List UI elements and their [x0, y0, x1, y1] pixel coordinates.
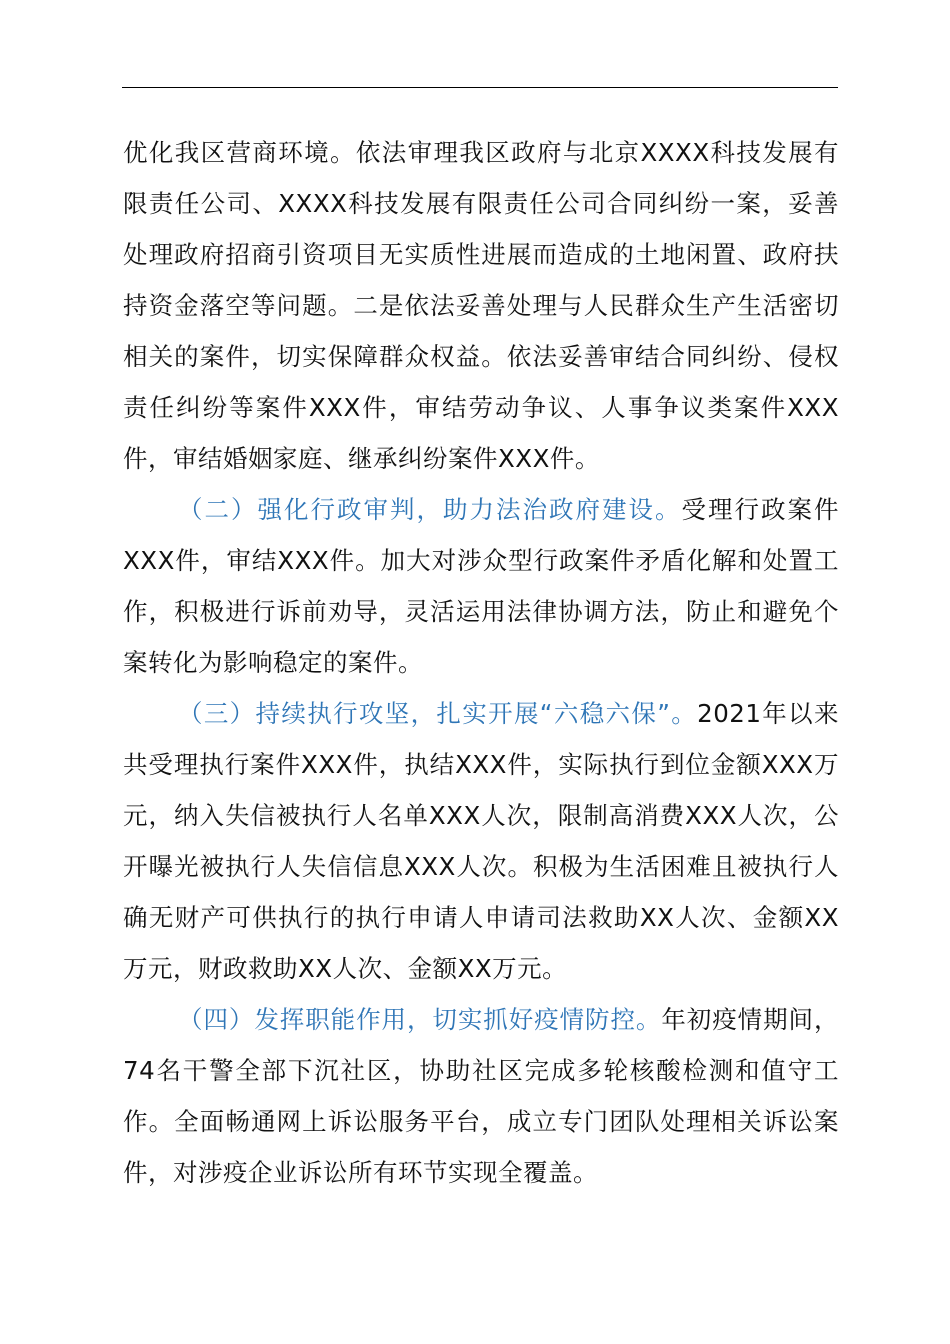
header-rule	[122, 87, 838, 88]
section-heading: （二）强化行政审判，助力法治政府建设。	[178, 495, 682, 524]
paragraph-epidemic-control	[123, 994, 839, 1198]
paragraph-text: 优化我区营商环境。依法审理我区政府与北京XXXX科技发展有限责任公司、XXXX科技发展有限责任公司合同纠纷一案，妥善处理政府招商引资项目无实质性进展而造成的土地闲置、政府扶持资金落空等问题。二是依法妥善处理与人民群众生产生活密切相关的案件，切实保障群众权益。依法妥善审结合同纠纷、侵权责任纠纷等案件XXX件，审结劳动争议、人事争议类案件XXX件，审结婚姻家庭、继承纠纷案件XXX件。	[123, 138, 839, 473]
paragraph-continuation	[123, 127, 839, 484]
paragraph-enforcement	[123, 688, 839, 994]
body-text	[123, 127, 839, 1198]
section-heading: （三）持续执行攻坚，扎实开展“六稳六保”。	[178, 699, 698, 728]
paragraph-text: 年初疫情期间，74名干警全部下沉社区，协助社区完成多轮核酸检测和值守工作。全面畅通网上诉讼服务平台，成立专门团队处理相关诉讼案件，对涉疫企业诉讼所有环节实现全覆盖。	[123, 1005, 839, 1187]
section-heading: （四）发挥职能作用，切实抓好疫情防控。	[178, 1005, 662, 1034]
paragraph-text: 2021年以来共受理执行案件XXX件，执结XXX件，实际执行到位金额XXX万元，纳入失信被执行人名单XXX人次，限制高消费XXX人次，公开曝光被执行人失信信息XXX人次。积极为生活困难且被执行人确无财产可供执行的执行申请人申请司法救助XX人次、金额XX万元，财政救助XX人次、金额XX万元。	[123, 699, 839, 983]
paragraph-administrative-trial	[123, 484, 839, 688]
paragraph-text: 受理行政案件XXX件，审结XXX件。加大对涉众型行政案件矛盾化解和处置工作，积极进行诉前劝导，灵活运用法律协调方法，防止和避免个案转化为影响稳定的案件。	[123, 495, 839, 677]
